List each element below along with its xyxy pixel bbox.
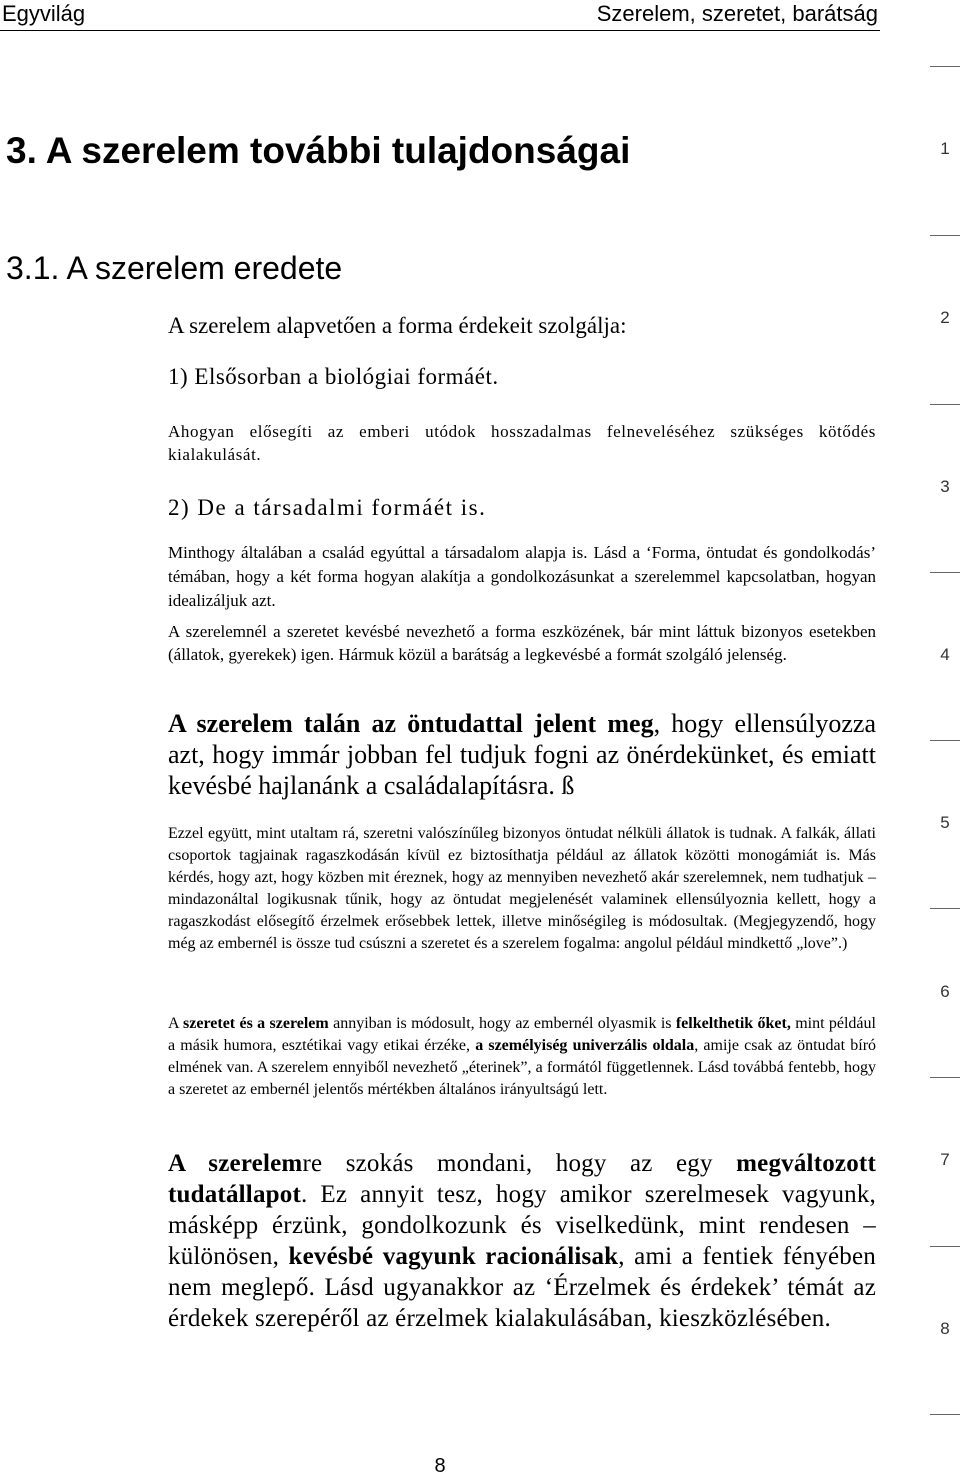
bold-phrase: megváltozott tudatállapot [168, 1150, 876, 1208]
side-number: 8 [940, 1319, 950, 1338]
side-divider [930, 404, 960, 405]
header-right: Szerelem, szeretet, barátság [596, 1, 878, 26]
side-divider [930, 1414, 960, 1415]
text-run: , amije csak az öntudat bíró elmének van. A szerelem ennyiből nevezhető „éterinek”, a formától függetlennek. Lásd továbbá fentebb, hogy a szeretet az embernél jelentős mértékben általános irányultságú lett. [168, 1037, 877, 1098]
side-number: 6 [940, 982, 950, 1001]
side-divider [930, 66, 960, 67]
side-number: 3 [940, 477, 950, 496]
running-header [0, 0, 880, 31]
side-number: 2 [940, 308, 950, 327]
bold-phrase: felkelthetik őket, [675, 1015, 791, 1032]
item-social-form: 2) De a társadalmi formáét is. [168, 495, 487, 520]
text-run: , ami a fentiek fényében nem meglepő. Lásd ugyanakkor az ‘Érzelmek és érdekek’ témát az érdekek szerepéről az érzelmek kialakulásában, kieszközlésében. [168, 1243, 876, 1332]
paragraph-friendship: A szerelemnél a szeretet kevésbé nevezhető a forma eszközének, bár mint láttuk bizonyos esetekben (állatok, gyerekek) igen. Hármuk közül a barátság a legkevésbé a formát szolgáló jelenség. [168, 622, 876, 664]
paragraph-family: Minthogy általában a család egyúttal a társadalom alapja is. Lásd a ‘Forma, öntudat és gondolkodás’ témában, hogy a két forma hogyan alakítja a gondolkozásunkat a szerelemmel kapcsolatban, hogyan idealizáljuk azt. [168, 543, 876, 610]
side-divider [930, 740, 960, 741]
text-run: mint például a másik humora, esztétikai vagy etikai érzéke, [168, 1015, 876, 1054]
bold-phrase: A szerelem [168, 1150, 303, 1177]
paragraph-offspring: Ahogyan elősegíti az emberi utódok hosszadalmas felneveléséhez szükséges kötődés kialakulását. [168, 422, 876, 464]
side-divider [930, 235, 960, 236]
bold-phrase: kevésbé vagyunk racionálisak [288, 1243, 619, 1270]
side-divider [930, 1077, 960, 1078]
side-number-column [930, 0, 960, 1477]
side-divider [930, 572, 960, 573]
chapter-title: 3. A szerelem további tulajdonságai [6, 130, 631, 171]
page-footer [0, 1455, 880, 1478]
large-paragraph-consciousness [168, 708, 876, 801]
bold-phrase: a személyiség univerzális oldala [475, 1037, 695, 1054]
side-number: 4 [940, 645, 950, 664]
text-run: re szokás mondani, hogy az egy [302, 1150, 737, 1177]
paragraph-love-modified [168, 1013, 876, 1101]
side-number: 5 [940, 813, 950, 832]
paragraph-animals: Ezzel együtt, mint utaltam rá, szeretni valószínűleg bizonyos öntudat nélküli állatok is tudnak. A falkák, állati csoportok tagjainak ragaszkodásán kívül ez biztosíthatja például az állatok közötti monogámiát is. Más kérdés, hogy azt, hogy közben mit éreznek, hogy az mennyiben nevezhető akár szerelemnek, nem tudhatjuk – mindazonáltal logikusnak tűnik, hogy az öntudat megjelenését valaminek ellensúlyoznia kellett, hogy a ragaszkodást elősegítő érzelmek erősebbek lettek, illetve minőségileg is módosultak. (Megjegyzendő, hogy még az embernél is össze tud csúszni a szeretet és a szerelem fogalma: angolul például mindkettő „love”.) [168, 825, 876, 952]
text-run: A [168, 1015, 184, 1032]
side-number: 1 [940, 139, 950, 158]
bold-phrase: szeretet és a szerelem [183, 1015, 329, 1032]
item-biological-form: 1) Elsősorban a biológiai formáét. [168, 364, 499, 389]
side-divider [930, 908, 960, 909]
text-run: , hogy ellensúlyozza azt, hogy immár jobban fel tudjuk fogni az önérdekünket, és emiatt kevésbé hajlanánk a családalapításra. ß [168, 709, 876, 800]
text-run: . Ez annyit tesz, hogy amikor szerelmesek vagyunk, másképp érzünk, gondolkozunk és viselkedünk, mint rendesen – különösen, [168, 1181, 876, 1270]
section-title: 3.1. A szerelem eredete [6, 250, 343, 286]
bold-phrase: A szerelem talán az öntudattal jelent meg [168, 709, 654, 738]
header-left: Egyvilág [2, 1, 86, 26]
intro-paragraph: A szerelem alapvetően a forma érdekeit szolgálja: [168, 313, 627, 338]
page-number: 8 [434, 1455, 446, 1477]
side-number: 7 [940, 1150, 950, 1169]
large-paragraph-altered-state [168, 1148, 876, 1334]
text-run: annyiban is módosult, hogy az embernél olyasmik is [328, 1015, 676, 1032]
side-divider [930, 1246, 960, 1247]
